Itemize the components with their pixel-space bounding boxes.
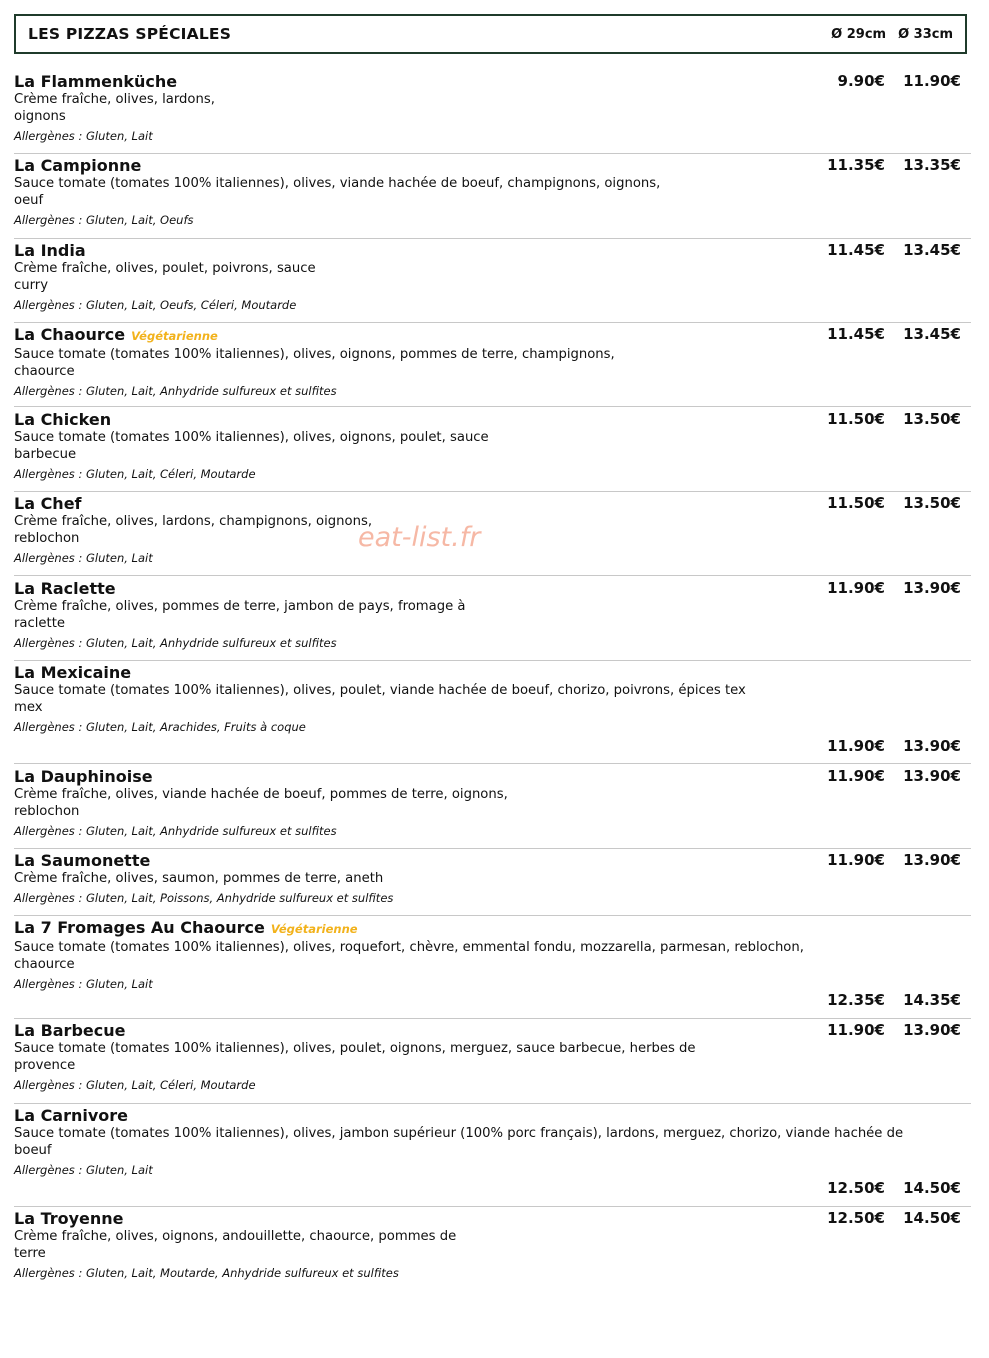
pizza-name-text: La Campionne	[14, 156, 142, 175]
allergens: Allergènes : Gluten, Lait, Anhydride sulfureux et sulfites	[14, 384, 337, 398]
price-group	[809, 767, 961, 785]
size-33cm-label: Ø 33cm	[898, 26, 953, 42]
menu-item	[14, 767, 971, 849]
allergens: Allergènes : Gluten, Lait	[14, 129, 153, 143]
price-29cm: 12.50€	[827, 1209, 885, 1227]
watermark: eat-list.fr	[358, 522, 481, 553]
pizza-name-text: La Chaource	[14, 325, 126, 344]
price-group	[809, 991, 961, 1009]
menu-item	[14, 851, 971, 916]
allergens: Allergènes : Gluten, Lait, Oeufs	[14, 213, 194, 227]
allergens: Allergènes : Gluten, Lait	[14, 551, 153, 565]
price-33cm: 13.50€	[903, 410, 961, 428]
pizza-name-text: La Troyenne	[14, 1209, 124, 1228]
price-group	[809, 241, 961, 259]
allergens: Allergènes : Gluten, Lait, Céleri, Moutarde	[14, 1078, 256, 1092]
price-33cm: 11.90€	[903, 72, 961, 90]
price-29cm: 12.50€	[827, 1179, 885, 1197]
menu-item	[14, 325, 971, 407]
price-group	[809, 72, 961, 90]
price-29cm: 11.90€	[827, 851, 885, 869]
menu-item	[14, 1209, 971, 1289]
price-group	[809, 494, 961, 512]
pizza-description: Crème fraîche, olives, poulet, poivrons, sauce curry	[14, 261, 316, 293]
menu-item	[14, 494, 971, 576]
pizza-name-text: La Raclette	[14, 579, 116, 598]
price-29cm: 11.90€	[827, 767, 885, 785]
allergens: Allergènes : Gluten, Lait	[14, 1163, 153, 1177]
pizza-description: Sauce tomate (tomates 100% italiennes), olives, oignons, pommes de terre, champignons, chaource	[14, 347, 615, 379]
price-29cm: 11.45€	[827, 241, 885, 259]
price-29cm: 11.50€	[827, 494, 885, 512]
price-29cm: 9.90€	[837, 72, 885, 90]
price-group	[809, 737, 961, 755]
allergens: Allergènes : Gluten, Lait, Anhydride sulfureux et sulfites	[14, 636, 337, 650]
price-29cm: 11.90€	[827, 579, 885, 597]
pizza-description: Sauce tomate (tomates 100% italiennes), olives, jambon supérieur (100% porc français), lardons, merguez, chorizo, viande hachée de boeuf	[14, 1126, 904, 1158]
pizza-description: Crème fraîche, olives, pommes de terre, jambon de pays, fromage à raclette	[14, 599, 466, 631]
vegetarian-badge: Végétarienne	[270, 922, 358, 936]
allergens: Allergènes : Gluten, Lait, Céleri, Moutarde	[14, 467, 256, 481]
price-33cm: 13.35€	[903, 156, 961, 174]
menu-item	[14, 918, 971, 1019]
price-group	[809, 1179, 961, 1197]
price-29cm: 12.35€	[827, 991, 885, 1009]
price-33cm: 13.90€	[903, 737, 961, 755]
price-29cm: 11.90€	[827, 1021, 885, 1039]
price-33cm: 13.45€	[903, 241, 961, 259]
price-29cm: 11.90€	[827, 737, 885, 755]
allergens: Allergènes : Gluten, Lait, Oeufs, Céleri, Moutarde	[14, 298, 297, 312]
price-33cm: 14.50€	[903, 1179, 961, 1197]
pizza-name-text: La Chef	[14, 494, 82, 513]
pizza-name-text: La Flammenküche	[14, 72, 178, 91]
pizza-name-text: La India	[14, 241, 86, 260]
pizza-name-text: La Carnivore	[14, 1106, 129, 1125]
menu-item	[14, 1021, 971, 1104]
menu-item	[14, 579, 971, 661]
pizza-name-text: La Dauphinoise	[14, 767, 153, 786]
vegetarian-badge: Végétarienne	[131, 329, 218, 343]
price-group	[809, 1209, 961, 1227]
price-33cm: 14.35€	[903, 991, 961, 1009]
price-29cm: 11.50€	[827, 410, 885, 428]
pizza-name	[14, 918, 971, 939]
pizza-description: Sauce tomate (tomates 100% italiennes), olives, roquefort, chèvre, emmental fondu, mozzarella, parmesan, reblochon, chaource	[14, 940, 804, 972]
pizza-description: Crème fraîche, olives, viande hachée de boeuf, pommes de terre, oignons, reblochon	[14, 787, 508, 819]
price-group	[809, 410, 961, 428]
pizza-name-text: La 7 Fromages Au Chaource	[14, 918, 265, 937]
pizza-name-text: La Mexicaine	[14, 663, 132, 682]
price-29cm: 11.35€	[827, 156, 885, 174]
pizza-description: Crème fraîche, olives, saumon, pommes de terre, aneth	[14, 871, 384, 886]
section-title: LES PIZZAS SPÉCIALES	[28, 25, 232, 43]
menu-item	[14, 156, 971, 239]
price-33cm: 13.45€	[903, 325, 961, 343]
price-33cm: 13.90€	[903, 1021, 961, 1039]
price-33cm: 13.90€	[903, 767, 961, 785]
pizza-name-text: La Chicken	[14, 410, 112, 429]
price-group	[809, 851, 961, 869]
allergens: Allergènes : Gluten, Lait, Moutarde, Anhydride sulfureux et sulfites	[14, 1266, 399, 1280]
size-columns	[831, 27, 953, 42]
pizza-description: Crème fraîche, olives, lardons, oignons	[14, 92, 215, 124]
menu-item	[14, 241, 971, 323]
price-33cm: 13.90€	[903, 851, 961, 869]
price-33cm: 14.50€	[903, 1209, 961, 1227]
pizza-name	[14, 663, 971, 682]
allergens: Allergènes : Gluten, Lait, Arachides, Fruits à coque	[14, 720, 306, 734]
section-header	[14, 14, 967, 54]
price-group	[809, 325, 961, 343]
pizza-name-text: La Saumonette	[14, 851, 151, 870]
pizza-name-text: La Barbecue	[14, 1021, 126, 1040]
price-33cm: 13.50€	[903, 494, 961, 512]
pizza-description: Crème fraîche, olives, oignons, andouillette, chaource, pommes de terre	[14, 1229, 457, 1261]
pizza-description: Sauce tomate (tomates 100% italiennes), olives, poulet, viande hachée de boeuf, chorizo, poivrons, épices tex mex	[14, 683, 746, 715]
pizza-name	[14, 1106, 971, 1125]
menu-item	[14, 72, 971, 154]
allergens: Allergènes : Gluten, Lait	[14, 977, 153, 991]
menu-item	[14, 663, 971, 764]
price-group	[809, 1021, 961, 1039]
allergens: Allergènes : Gluten, Lait, Anhydride sulfureux et sulfites	[14, 824, 337, 838]
price-33cm: 13.90€	[903, 579, 961, 597]
menu-item	[14, 410, 971, 492]
menu-item	[14, 1106, 971, 1207]
pizza-description: Sauce tomate (tomates 100% italiennes), olives, oignons, poulet, sauce barbecue	[14, 430, 489, 462]
pizza-description: Crème fraîche, olives, lardons, champignons, oignons, reblochon	[14, 514, 373, 546]
size-29cm-label: Ø 29cm	[831, 26, 887, 42]
pizza-description: Sauce tomate (tomates 100% italiennes), olives, poulet, oignons, merguez, sauce barbecue, herbes de provence	[14, 1041, 696, 1073]
pizza-description: Sauce tomate (tomates 100% italiennes), olives, viande hachée de boeuf, champignons, oignons, oeuf	[14, 176, 661, 208]
price-group	[809, 579, 961, 597]
price-group	[809, 156, 961, 174]
allergens: Allergènes : Gluten, Lait, Poissons, Anhydride sulfureux et sulfites	[14, 891, 394, 905]
price-29cm: 11.45€	[827, 325, 885, 343]
